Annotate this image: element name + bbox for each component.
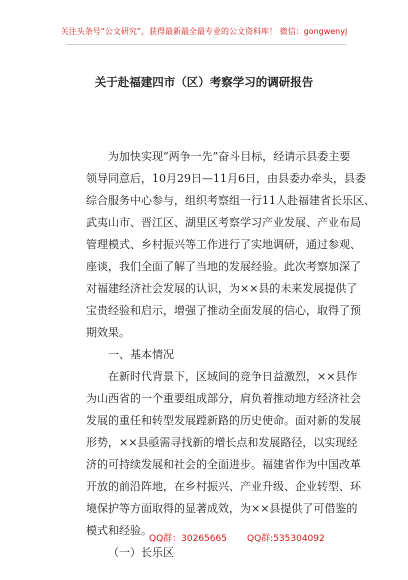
header-divider bbox=[66, 44, 346, 45]
paragraph-line: 发展的重任和转型发展蹚新路的历史使命。面对新的发展 bbox=[86, 414, 361, 427]
footer-contacts bbox=[0, 532, 408, 546]
document-title: 关于赴福建四市（区）考察学习的调研报告 bbox=[94, 75, 314, 89]
footer-qq-group-2: QQ群:535304092 bbox=[247, 534, 325, 544]
paragraph-line: 模式和经验。 bbox=[86, 524, 152, 537]
paragraph-line: 在新时代背景下，区域间的竞争日益激烈，××县作 bbox=[108, 370, 358, 383]
document-body bbox=[86, 146, 375, 564]
paragraph-line: 开放的前沿阵地，在乡村振兴、产业升级、企业转型、环 bbox=[86, 480, 361, 493]
paragraph-line: 武夷山市、晋江区、湖里区考察学习产业发展、产业布局 bbox=[86, 216, 361, 229]
paragraph-line: 为加快实现“两争一先”奋斗目标，经请示县委主要 bbox=[108, 150, 351, 163]
paragraph-line: 领导同意后，10月29日—11月6日，由县委办牵头，县委 bbox=[86, 172, 366, 185]
paragraph-line: 形势，××县亟需寻找新的增长点和发展路径，以实现经 bbox=[86, 436, 358, 449]
paragraph-line: 为山西省的一个重要组成部分，肩负着推动地方经济社会 bbox=[86, 392, 361, 405]
paragraph-line: 济的可持续发展和社会的全面进步。福建省作为中国改革 bbox=[86, 458, 361, 471]
paragraph-line: 对福建经济社会发展的认识，为××县的未来发展提供了 bbox=[86, 282, 358, 295]
paragraph-line: 期效果。 bbox=[86, 326, 130, 339]
paragraph-line: 宝贵经验和启示，增强了推动全面发展的信心，取得了预 bbox=[86, 304, 361, 317]
footer-qq-group-1: QQ群：30265665 bbox=[149, 534, 227, 544]
paragraph-line: 境保护等方面取得的显著成效，为××县提供了可借鉴的 bbox=[86, 502, 358, 515]
header-banner: 关注头条号“公文研究”，获得最新最全最专业的公文资料库！ 微信：gongwenyj bbox=[60, 27, 348, 36]
paragraph-line: 管理模式、乡村振兴等工作进行了实地调研，通过参观、 bbox=[86, 238, 361, 251]
subsection-heading: （一）长乐区 bbox=[108, 546, 174, 559]
section-heading: 一、基本情况 bbox=[108, 348, 174, 361]
paragraph-line: 座谈，我们全面了解了当地的发展经验。此次考察加深了 bbox=[86, 260, 361, 273]
paragraph-line: 综合服务中心参与，组织考察组一行11人赴福建省长乐区、 bbox=[86, 194, 375, 207]
